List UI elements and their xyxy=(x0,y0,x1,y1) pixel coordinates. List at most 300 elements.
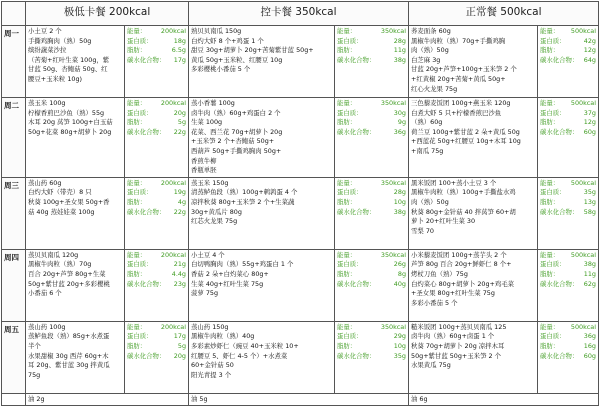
nutrient-value: 10g xyxy=(393,341,406,350)
nutrient-row xyxy=(540,198,596,208)
nutrient-label: 蛋白质： xyxy=(127,260,153,269)
nutrient-value: 350kcal xyxy=(380,322,406,331)
nutrient-value: 42g xyxy=(583,36,596,45)
menu-line: 西葫芦 50g+手撕鸡胸肉 50g+ xyxy=(191,146,282,155)
nutrient-label: 脂肪： xyxy=(337,269,357,278)
nutrient-value: 12g xyxy=(583,118,596,127)
nutrient-label: 蛋白质： xyxy=(127,332,153,341)
nutrient-label: 脂肪： xyxy=(127,197,147,206)
nutrient-value: 21g xyxy=(173,260,186,269)
day-row xyxy=(2,26,599,98)
nutrient-label: 脂肪： xyxy=(540,269,560,278)
menu-line: 菠萝 75g xyxy=(191,289,219,298)
menu-line: 50g+紫甘蓝 20g+多彩樱桃 xyxy=(28,279,110,288)
menu-line: 卤牛肉（熟）60g+卤蛋 1 个 xyxy=(411,332,495,341)
menu-line: 60+金针菇 50 xyxy=(191,361,234,370)
nutrient-row xyxy=(337,198,406,208)
menu-line: 黑椒牛肉粒（熟）40g xyxy=(191,332,255,341)
nutrient-label: 脂肪： xyxy=(127,341,147,350)
menu-line: 多彩小番茄 5 个 xyxy=(411,298,458,307)
nutrient-value: 500kcal xyxy=(570,27,596,35)
nutrient-value: 30g xyxy=(393,108,406,117)
menu-line: 小番茄 6 个 xyxy=(28,289,62,298)
nutrient-label: 能量： xyxy=(127,250,147,259)
nutrient-row xyxy=(337,323,406,333)
menu-cell-control xyxy=(189,321,335,393)
day-label: 周二 xyxy=(2,98,26,178)
nutrient-label: 碳水化合物： xyxy=(540,279,579,288)
nutrient-row xyxy=(127,342,186,352)
nutrient-row xyxy=(540,260,596,270)
menu-line: 小土豆 4 个 xyxy=(191,250,225,259)
nutrient-row xyxy=(540,99,596,109)
menu-line: 荷兰豆 100g+紫甘蓝 2 朵+黄瓜 50g xyxy=(411,127,520,136)
menu-line: 水果黄瓜 75g xyxy=(411,361,451,370)
nutrient-row xyxy=(127,280,186,290)
nutrition-cell-normal xyxy=(538,249,599,321)
nutrient-value: 38g xyxy=(393,207,406,216)
menu-line: 半个 xyxy=(28,341,41,350)
menu-line: 75g xyxy=(28,370,41,379)
nutrient-label: 蛋白质： xyxy=(127,108,153,117)
nutrition-cell-control xyxy=(335,249,409,321)
nutrient-value: 17g xyxy=(173,55,186,64)
nutrient-row xyxy=(337,208,406,218)
nutrition-cell-normal xyxy=(538,98,599,178)
nutrient-label: 能量： xyxy=(540,27,560,35)
menu-cell-control xyxy=(189,177,335,249)
nutrient-row xyxy=(127,208,186,218)
menu-line: 耳 20g、紫甘蓝 30g 拌黄瓜 xyxy=(28,361,110,370)
menu-line: 菇 40g 蒸娃娃菜 100g xyxy=(28,207,95,216)
nutrient-label: 能量： xyxy=(540,178,560,187)
menu-line: 木耳 20g 莴笋 100g+白玉菇 xyxy=(28,118,113,127)
menu-line: 白芝麻 3g xyxy=(411,55,441,64)
nutrient-value: 11g xyxy=(393,46,406,55)
nutrient-label: 脂肪： xyxy=(540,341,560,350)
menu-line: 50g+花菜 80g+胡萝卜 20g xyxy=(28,127,112,136)
nutrition-cell-normal xyxy=(538,321,599,393)
nutrient-value: 64g xyxy=(583,55,596,64)
nutrient-value: 13g xyxy=(583,197,596,206)
nutrient-label: 脂肪： xyxy=(540,118,560,127)
menu-line: 蒸小香薯 100g xyxy=(191,99,235,107)
nutrient-value: 28g xyxy=(393,188,406,197)
nutrient-label: 碳水化合物： xyxy=(337,207,376,216)
menu-cell-control xyxy=(189,249,335,321)
nutrient-label: 蛋白质： xyxy=(127,188,153,197)
menu-line: 清蒸鲈鱼段（熟）100g+鹌鹑蛋 4 个 xyxy=(191,188,298,197)
menu-line: 荞麦面条 60g xyxy=(411,27,451,35)
nutrient-label: 能量： xyxy=(337,99,357,107)
nutrient-row xyxy=(337,128,406,138)
nutrient-row xyxy=(540,332,596,342)
nutrient-value: 19g xyxy=(173,188,186,197)
menu-line: 生菜 100g xyxy=(191,118,223,127)
nutrient-row xyxy=(127,27,186,37)
menu-line: 蒸玉米 150g xyxy=(191,178,229,187)
corner-cell xyxy=(2,2,26,26)
menu-line: 蒸山药 150g xyxy=(191,322,229,331)
nutrient-value: 8g xyxy=(397,269,406,278)
nutrient-value: 4.4g xyxy=(171,269,186,278)
nutrition-cell-low xyxy=(125,249,189,321)
nutrient-label: 能量： xyxy=(127,27,147,35)
nutrient-value: 10g xyxy=(393,197,406,206)
menu-line: 多彩樱桃小番茄 5 个 xyxy=(191,65,251,74)
nutrient-row xyxy=(337,56,406,66)
nutrient-label: 蛋白质： xyxy=(337,332,363,341)
day-row xyxy=(2,321,599,393)
nutrient-row xyxy=(127,118,186,128)
nutrient-label: 脂肪： xyxy=(127,46,147,55)
nutrient-row xyxy=(127,198,186,208)
nutrient-value: 200kcal xyxy=(160,250,186,259)
nutrient-row xyxy=(337,280,406,290)
menu-cell-low xyxy=(26,177,125,249)
nutrition-cell-control xyxy=(335,177,409,249)
meal-plan-table xyxy=(1,1,599,406)
nutrient-row xyxy=(127,128,186,138)
nutrition-cell-normal xyxy=(538,26,599,98)
nutrition-cell-normal xyxy=(538,177,599,249)
nutrient-label: 碳水化合物： xyxy=(540,351,579,360)
nutrient-value: 200kcal xyxy=(160,99,186,107)
nutrient-row xyxy=(540,323,596,333)
menu-cell-low xyxy=(26,249,125,321)
nutrient-label: 能量： xyxy=(127,178,147,187)
menu-line: 烤杖刀鱼（熟）75g xyxy=(411,269,468,278)
nutrient-label: 能量： xyxy=(540,322,560,331)
nutrient-value: 22g xyxy=(173,127,186,136)
nutrient-label: 脂肪： xyxy=(540,197,560,206)
nutrient-value: 350kcal xyxy=(380,99,406,107)
nutrient-row xyxy=(540,37,596,47)
nutrient-row xyxy=(127,46,186,56)
nutrient-label: 碳水化合物： xyxy=(337,55,376,64)
menu-line: 凉拌秋葵 80g+玉米笋 2 个+生菜蔬 xyxy=(191,197,295,206)
menu-line: 黑米饭团 100+蒸小土豆 3 个 xyxy=(411,178,497,187)
nutrient-row xyxy=(127,352,186,362)
menu-line: 蒸贝贝南瓜 120g xyxy=(28,250,79,259)
nutrient-row xyxy=(337,37,406,47)
nutrient-label: 蛋白质： xyxy=(540,332,566,341)
menu-line: 蒸山药 60g xyxy=(28,178,62,187)
nutrition-cell-low xyxy=(125,98,189,178)
nutrient-row xyxy=(127,56,186,66)
nutrient-value: 200kcal xyxy=(160,27,186,35)
menu-cell-normal xyxy=(409,321,538,393)
nutrient-row xyxy=(540,251,596,261)
nutrient-label: 蛋白质： xyxy=(127,36,153,45)
menu-line: 香瓶单胚 xyxy=(191,166,217,175)
nutrition-cell-low xyxy=(125,26,189,98)
nutrient-label: 碳水化合物： xyxy=(127,207,166,216)
nutrient-label: 脂肪： xyxy=(540,46,560,55)
nutrient-value: 500kcal xyxy=(570,322,596,331)
nutrient-value: 58g xyxy=(583,207,596,216)
menu-cell-control xyxy=(189,98,335,178)
nutrient-row xyxy=(540,208,596,218)
menu-line: 芦笋 80g 百合 20g+鲜虾仁 8 个+ xyxy=(411,260,512,269)
nutrient-value: 60g xyxy=(583,351,596,360)
menu-line: 秋葵 80g+金针菇 40 拌莴笋 60+胡 xyxy=(411,207,516,216)
nutrient-value: 40g xyxy=(393,279,406,288)
nutrient-value: 500kcal xyxy=(570,178,596,187)
nutrient-label: 碳水化合物： xyxy=(337,279,376,288)
day-label: 周四 xyxy=(2,249,26,321)
day-label: 周五 xyxy=(2,321,26,393)
nutrient-value: 6.5g xyxy=(171,46,186,55)
nutrient-row xyxy=(337,251,406,261)
nutrient-row xyxy=(540,179,596,189)
nutrient-row xyxy=(127,37,186,47)
nutrient-row xyxy=(127,251,186,261)
menu-line: 手撕鸡胸肉（熟）50g xyxy=(28,36,92,45)
nutrient-label: 能量： xyxy=(540,250,560,259)
nutrient-label: 蛋白质： xyxy=(540,36,566,45)
nutrient-row xyxy=(337,342,406,352)
nutrient-row xyxy=(337,188,406,198)
menu-line: （熟）60g xyxy=(411,118,443,127)
nutrient-value: 38g xyxy=(583,260,596,269)
nutrient-label: 蛋白质： xyxy=(540,188,566,197)
nutrient-row xyxy=(540,118,596,128)
nutrient-label: 蛋白质： xyxy=(540,108,566,117)
nutrient-label: 能量： xyxy=(337,250,357,259)
menu-line: 腰豆+玉米粒 10g) xyxy=(28,74,83,83)
menu-line: 黑椒牛肉粒（熟）70g xyxy=(28,260,92,269)
nutrient-label: 碳水化合物： xyxy=(540,207,579,216)
nutrient-row xyxy=(337,118,406,128)
nutrient-value: 500kcal xyxy=(570,99,596,107)
nutrient-value: 500kcal xyxy=(570,250,596,259)
menu-cell-normal xyxy=(409,98,538,178)
nutrient-row xyxy=(540,270,596,280)
nutrient-row xyxy=(127,99,186,109)
menu-line: 熟贝贝南瓜 150g xyxy=(191,27,242,35)
nutrient-value: 200kcal xyxy=(160,322,186,331)
nutrient-row xyxy=(127,332,186,342)
day-label: 周一 xyxy=(2,26,26,98)
nutrient-label: 能量： xyxy=(337,178,357,187)
menu-line: 蒸鲈鱼段（熟）85g+水煮蛋 xyxy=(28,332,110,341)
menu-line: +南瓜 75g xyxy=(411,146,444,155)
menu-line: （苦菊+红叶生菜 100g，紫 xyxy=(28,55,110,64)
menu-line: 多彩素炒虾仁（豌豆 40+玉米粒 10+ xyxy=(191,341,299,350)
nutrient-value: 350kcal xyxy=(380,250,406,259)
menu-cell-low xyxy=(26,26,125,98)
menu-line: +玉米笋 2 个+杏鲍菇 50g+ xyxy=(191,137,275,146)
nutrient-label: 蛋白质： xyxy=(337,188,363,197)
nutrient-row xyxy=(337,109,406,119)
nutrient-value: 12g xyxy=(583,46,596,55)
nutrient-row xyxy=(540,109,596,119)
menu-line: 缤纷蔬菜沙拉 xyxy=(28,46,67,55)
menu-line: 白切鸭胸肉（熟）55g+鸡蛋白 1 个 xyxy=(191,260,294,269)
nutrient-value: 20g xyxy=(173,108,186,117)
nutrient-row xyxy=(337,179,406,189)
menu-line: 秋葵 70g+胡萝卜 20g 凉拌木耳 xyxy=(411,341,505,350)
oil-row xyxy=(2,393,599,405)
nutrition-cell-control xyxy=(335,26,409,98)
nutrient-label: 脂肪： xyxy=(127,118,147,127)
nutrient-row xyxy=(127,109,186,119)
nutrient-row xyxy=(337,352,406,362)
nutrient-value: 17g xyxy=(173,332,186,341)
nutrient-value: 36g xyxy=(393,127,406,136)
nutrient-value: 20g xyxy=(173,351,186,360)
menu-line: 糙米饭团 100g+蒸贝贝南瓜 125 xyxy=(411,322,507,331)
nutrient-value: 37g xyxy=(583,108,596,117)
nutrient-value: 62g xyxy=(583,279,596,288)
nutrient-label: 蛋白质： xyxy=(540,260,566,269)
menu-cell-control xyxy=(189,26,335,98)
nutrient-value: 28g xyxy=(393,36,406,45)
plan-header-control: 控卡餐 350kcal xyxy=(189,2,409,26)
menu-line: 香煎牛柳 xyxy=(191,156,217,165)
day-label: 周三 xyxy=(2,177,26,249)
menu-line: 卤牛肉（熟）60g+鸡蛋白 2 个 xyxy=(191,108,281,117)
menu-line: 香菇 2 朵+白灼菜心 80g+ xyxy=(191,269,269,278)
oil-cell-control: 油 5g xyxy=(189,393,409,405)
menu-line: 花菜、西兰花 70g+胡萝卜 20g xyxy=(191,127,283,136)
menu-line: 黑椒牛肉粒（熟）100g+手撕盐水鸡 xyxy=(411,188,516,197)
header-row xyxy=(2,2,599,26)
nutrient-value: 60g xyxy=(583,127,596,136)
menu-line: 肉（熟）50g xyxy=(411,197,449,206)
nutrient-row xyxy=(127,323,186,333)
nutrient-label: 脂肪： xyxy=(337,46,357,55)
nutrient-row xyxy=(127,270,186,280)
nutrient-label: 能量： xyxy=(127,322,147,331)
oil-row-blank xyxy=(2,393,26,405)
menu-line: 白煮大虾 5 只+柠檬香煎巴沙鱼 xyxy=(411,108,502,117)
nutrient-row xyxy=(337,332,406,342)
nutrient-label: 碳水化合物： xyxy=(127,351,166,360)
nutrient-value: 200kcal xyxy=(160,178,186,187)
nutrient-label: 能量： xyxy=(127,99,147,107)
nutrient-label: 碳水化合物： xyxy=(540,55,579,64)
nutrient-label: 碳水化合物： xyxy=(337,351,376,360)
nutrient-value: 11g xyxy=(583,269,596,278)
nutrient-value: 4g xyxy=(177,197,186,206)
menu-line: +红黄椒 20g+苦菊+黄瓜 50g+ xyxy=(411,74,506,83)
menu-line: 秋葵 100g+圣女果 50g+香 xyxy=(28,197,110,206)
menu-line: 50g+紫甘蓝 50g+玉米笋 2 个 xyxy=(411,351,501,360)
menu-line: 蒸玉米 100g xyxy=(28,99,66,107)
menu-line: 红腰豆 5、虾仁 4-5 个）+水煮菜 xyxy=(191,351,288,360)
menu-line: 白灼大虾（带壳）8 只 xyxy=(28,188,92,197)
nutrient-row xyxy=(540,280,596,290)
nutrient-label: 蛋白质： xyxy=(337,260,363,269)
menu-line: 雪梨 70 xyxy=(411,226,434,235)
menu-line: 甜豆 30g+胡萝卜 20g+苦菊紫甘蓝 50g+ xyxy=(191,46,314,55)
oil-cell-normal: 油 6g xyxy=(409,393,599,405)
nutrient-label: 蛋白质： xyxy=(337,36,363,45)
menu-line: 水果甜椒 30g 西芹 60g+木 xyxy=(28,351,109,360)
nutrient-row xyxy=(127,188,186,198)
nutrient-value: 38g xyxy=(393,55,406,64)
nutrient-row xyxy=(127,260,186,270)
nutrient-row xyxy=(337,270,406,280)
nutrient-row xyxy=(540,128,596,138)
menu-line: +西蓝花 50g+红腰豆 10g+木耳 10g xyxy=(411,137,521,146)
nutrition-cell-control xyxy=(335,321,409,393)
nutrient-row xyxy=(127,179,186,189)
menu-line: 小土豆 2 个 xyxy=(28,27,62,35)
nutrient-value: 26g xyxy=(393,260,406,269)
menu-line: 黑椒牛肉粒（熟）70g+手撕鸡胸 xyxy=(411,36,506,45)
nutrient-value: 5g xyxy=(177,118,186,127)
nutrient-value: 9g xyxy=(397,118,406,127)
nutrient-row xyxy=(337,260,406,270)
nutrition-cell-low xyxy=(125,321,189,393)
nutrient-label: 脂肪： xyxy=(337,197,357,206)
day-row xyxy=(2,177,599,249)
plan-header-low: 极低卡餐 200kcal xyxy=(26,2,189,26)
nutrient-value: 29g xyxy=(393,332,406,341)
day-row xyxy=(2,98,599,178)
menu-line: 甘蓝 20g+芦笋+100g+玉米笋 2 个 xyxy=(411,65,517,74)
nutrient-row xyxy=(540,56,596,66)
menu-line: 小米藜麦饭团 100g+蒸芋头 2 个 xyxy=(411,250,507,259)
nutrient-row xyxy=(337,99,406,109)
nutrient-row xyxy=(540,342,596,352)
nutrient-label: 脂肪： xyxy=(337,341,357,350)
nutrient-value: 35g xyxy=(583,188,596,197)
nutrient-value: 18g xyxy=(173,36,186,45)
menu-line: 白灼菜心 80g+胡萝卜 20g+鸡毛菜 xyxy=(411,279,515,288)
menu-line: 三色藜麦饭团 100g+燕玉米 120g xyxy=(411,99,511,107)
week-rows xyxy=(2,26,599,406)
nutrient-row xyxy=(337,27,406,37)
menu-line: 红芯火龙果 75g xyxy=(191,217,238,226)
menu-line: 阳光青提 3 个 xyxy=(191,370,232,379)
nutrient-value: 5g xyxy=(177,341,186,350)
nutrient-label: 脂肪： xyxy=(127,269,147,278)
day-row xyxy=(2,249,599,321)
menu-line: +圣女果 80g+红叶生菜 75g xyxy=(411,289,495,298)
nutrient-row xyxy=(540,188,596,198)
nutrient-label: 能量： xyxy=(337,27,357,35)
menu-line: 甘蓝 50g、杏鲍菇 50g、红 xyxy=(28,65,108,74)
nutrient-label: 脂肪： xyxy=(337,118,357,127)
menu-line: 柠檬香煎巴沙鱼（熟）55g xyxy=(28,108,105,117)
nutrition-cell-low xyxy=(125,177,189,249)
menu-line: 萝卜 20+红叶生菜 30 xyxy=(411,217,476,226)
nutrient-value: 22g xyxy=(173,207,186,216)
nutrient-value: 350kcal xyxy=(380,178,406,187)
menu-line: 生菜 40g+红叶生菜 75g xyxy=(191,279,264,288)
nutrient-value: 350kcal xyxy=(380,27,406,35)
menu-line: 白灼大虾 8 个+鸡蛋 1 个 xyxy=(191,36,264,45)
menu-line: 黄瓜 50g+玉米粒、红腰豆 10g xyxy=(191,55,283,64)
menu-line: 蒸山药 100g xyxy=(28,322,66,331)
nutrient-label: 碳水化合物： xyxy=(127,279,166,288)
nutrient-label: 蛋白质： xyxy=(337,108,363,117)
menu-line: 肉（熟）50g xyxy=(411,46,449,55)
menu-cell-normal xyxy=(409,26,538,98)
nutrient-value: 35g xyxy=(393,351,406,360)
menu-line: 红心火龙果 75g xyxy=(411,84,458,93)
nutrient-value: 16g xyxy=(583,341,596,350)
nutrient-row xyxy=(540,46,596,56)
nutrient-label: 碳水化合物： xyxy=(540,127,579,136)
nutrient-label: 碳水化合物： xyxy=(337,127,376,136)
menu-cell-low xyxy=(26,321,125,393)
nutrient-row xyxy=(540,352,596,362)
